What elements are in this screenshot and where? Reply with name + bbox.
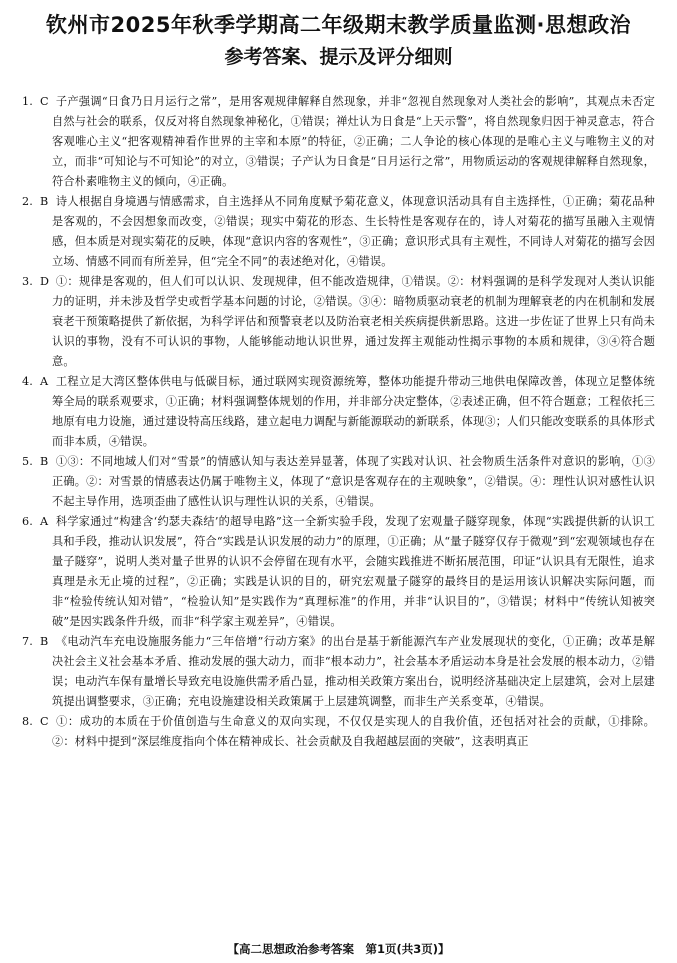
item-explanation: 子产强调“日食乃日月运行之常”，是用客观规律解释自然现象，并非“忽视自然现象对人类社会的影响”，其观点未否定自然与社会的联系，仅反对将自然现象神秘化，①错误；禅灶认为日食是“上天示警”，将自然现象归因于神灵意志，符合客观唯心主义“把客观精神看作世界的主宰和本原”的特征，②正确；二人争论的核心体现的是唯心主义与唯物主义的对立，而非“可知论与不可知论”的对立，③错误；子产认为日食是“日月运行之常”，用物质运动的客观规律解释自然现象，符合朴素唯物主义的倾向，④正确。 — [52, 95, 655, 188]
item-answer: B — [40, 635, 49, 648]
answer-item-7 — [22, 632, 655, 712]
answer-item-6 — [22, 512, 655, 632]
item-explanation: 科学家通过“构建含‘约瑟夫森结’的超导电路”这一全新实验手段，发现了宏观量子隧穿现象，体现“实践提供新的认识工具和手段，推动认识发展”，符合“实践是认识发展的动力”的原理，①正确；从“量子隧穿仅存于微观”到“宏观领域也存在量子隧穿”，说明人类对量子世界的认识不会停留在现有水平，会随实践推进不断拓展范围，印证“认识具有无限性，追求真理是永无止境的过程”，②正确；实践是认识的目的，研究宏观量子隧穿的最终目的是运用该认识解决实际问题，而非“检验传统认知对错”，“检验认知”是实践作为“真理标准”的作用，并非“认识目的”，③错误；材料中“传统认知被突破”是因实践条件升级，而非“科学家主观差异”，④错误。 — [52, 515, 655, 628]
item-number: 6. — [22, 515, 33, 528]
answer-item-2 — [22, 192, 655, 272]
item-answer: A — [40, 375, 49, 388]
item-answer: C — [40, 715, 49, 728]
answer-item-5 — [22, 452, 655, 512]
item-number: 8. — [22, 715, 33, 728]
answer-list — [22, 92, 655, 752]
answer-item-1 — [22, 92, 655, 192]
item-explanation: ①③：不同地域人们对“雪景”的情感认知与表达差异显著，体现了实践对认识、社会物质生活条件对意识的影响，①③正确。②：对雪景的情感表达仍属于唯物主义，体现了“意识是客观存在的主观映象”，②错误。④：理性认识对感性认识不起主导作用，选项歪曲了感性认识与理性认识的关系，④错误。 — [52, 455, 655, 508]
item-explanation: 诗人根据自身境遇与情感需求，自主选择从不同角度赋予菊花意义，体现意识活动具有自主选择性，①正确；菊花品种是客观的，不会因想象而改变，②错误；现实中菊花的形态、生长特性是客观存在的，诗人对菊花的描写虽融入主观情感，但本质是对现实菊花的反映，体现“意识内容的客观性”，③正确；意识形式具有主观性，不同诗人对菊花的描写会因立场、情感不同而有所差异，但“完全不同”的表述绝对化，④错误。 — [52, 195, 655, 268]
item-explanation: ①：成功的本质在于价值创造与生命意义的双向实现，不仅仅是实现人的自我价值，还包括对社会的贡献，①排除。②：材料中提到“深层维度指向个体在精神成长、社会贡献及自我超越层面的突破”，这表明真正 — [52, 715, 655, 748]
item-number: 2. — [22, 195, 33, 208]
item-number: 4. — [22, 375, 33, 388]
item-number: 3. — [22, 275, 33, 288]
item-answer: A — [40, 515, 49, 528]
answer-item-4 — [22, 372, 655, 452]
page-title: 钦州市2025年秋季学期高二年级期末教学质量监测·思想政治 — [46, 13, 631, 37]
answer-item-3 — [22, 272, 655, 372]
item-explanation: ①：规律是客观的，但人们可以认识、发现规律，但不能改造规律，①错误。②：材料强调的是科学发现对人类认识能力的证明，并未涉及哲学史或哲学基本问题的讨论，②错误。③④：暗物质驱动衰老的机制为理解衰老的内在机制和发展衰老干预策略提供了新依据，为科学评估和预警衰老以及防治衰老相关疾病提供新思路。这进一步佐证了世界上只有尚未认识的事物，没有不可认识的事物，人能够能动地认识世界，通过发挥主观能动性揭示事物的本质和规律，③④符合题意。 — [52, 275, 655, 368]
item-answer: B — [40, 455, 49, 468]
item-number: 1. — [22, 95, 33, 108]
item-answer: D — [40, 275, 50, 288]
item-answer: B — [40, 195, 49, 208]
page-subtitle: 参考答案、提示及评分细则 — [224, 46, 453, 68]
item-number: 5. — [22, 455, 33, 468]
item-number: 7. — [22, 635, 33, 648]
item-explanation: 工程立足大湾区整体供电与低碳目标，通过联网实现资源统筹，整体功能提升带动三地供电保障改善，体现立足整体统筹全局的联系观要求，①正确；材料强调整体规划的作用，并非部分决定整体，②表述正确，但不符合题意；工程依托三地原有电力设施，通过建设特高压线路，建立起电力调配与新能源联动的新联系，体现③；人们只能改变联系的具体形式而非本质，④错误。 — [52, 375, 655, 448]
item-explanation: 《电动汽车充电设施服务能力“三年倍增”行动方案》的出台是基于新能源汽车产业发展现状的变化，①正确；改革是解决社会主义社会基本矛盾、推动发展的强大动力，而非“根本动力”，社会基本矛盾运动本身是社会发展的根本动力，②错误；电动汽车保有量增长导致充电设施供需矛盾凸显，推动相关政策方案出台，说明经济基础决定上层建筑，会对上层建筑提出调整要求，③正确；充电设施建设相关政策属于上层建筑调整，而非生产关系变革，④错误。 — [52, 635, 655, 708]
answer-item-8 — [22, 712, 655, 752]
item-answer: C — [40, 95, 49, 108]
page-footer: 【高二思想政治参考答案 第1页(共3页)】 — [227, 942, 450, 956]
